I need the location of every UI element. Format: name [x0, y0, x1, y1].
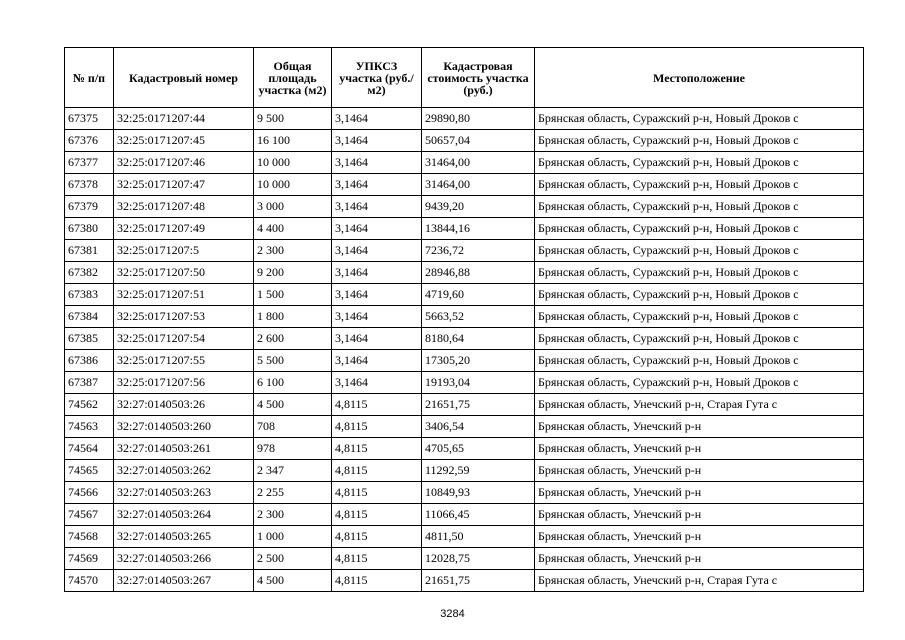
location-cell: Брянская область, Суражский р-н, Новый Дроков с — [535, 174, 864, 196]
location-cell: Брянская область, Суражский р-н, Новый Дроков с — [535, 350, 864, 372]
area-cell: 3 000 — [254, 196, 332, 218]
cadastral-value-cell: 11066,45 — [422, 504, 535, 526]
cadastral-number-cell: 32:25:0171207:45 — [114, 130, 254, 152]
area-cell: 10 000 — [254, 174, 332, 196]
table-row — [65, 482, 864, 504]
area-cell: 4 400 — [254, 218, 332, 240]
row-number-cell: 74566 — [65, 482, 114, 504]
table-row — [65, 350, 864, 372]
specific-value-cell: 3,1464 — [332, 152, 422, 174]
location-cell: Брянская область, Суражский р-н, Новый Дроков с — [535, 218, 864, 240]
cadastral-value-cell: 4705,65 — [422, 438, 535, 460]
row-number-cell: 67376 — [65, 130, 114, 152]
row-number-cell: 67377 — [65, 152, 114, 174]
location-cell: Брянская область, Унечский р-н, Старая Гута с — [535, 394, 864, 416]
cadastral-number-cell: 32:27:0140503:264 — [114, 504, 254, 526]
cadastral-value-table — [64, 47, 864, 592]
row-number-cell: 74564 — [65, 438, 114, 460]
cadastral-value-cell: 21651,75 — [422, 570, 535, 592]
row-number-cell: 67380 — [65, 218, 114, 240]
specific-value-cell: 4,8115 — [332, 482, 422, 504]
specific-value-cell: 3,1464 — [332, 240, 422, 262]
cadastral-number-cell: 32:25:0171207:55 — [114, 350, 254, 372]
cadastral-value-cell: 13844,16 — [422, 218, 535, 240]
table-row — [65, 526, 864, 548]
cadastral-number-cell: 32:25:0171207:44 — [114, 108, 254, 130]
area-cell: 2 300 — [254, 504, 332, 526]
specific-value-cell: 4,8115 — [332, 504, 422, 526]
table-row — [65, 504, 864, 526]
specific-value-cell: 3,1464 — [332, 350, 422, 372]
table-row — [65, 394, 864, 416]
cadastral-number-cell: 32:27:0140503:266 — [114, 548, 254, 570]
specific-value-cell: 3,1464 — [332, 306, 422, 328]
location-cell: Брянская область, Суражский р-н, Новый Дроков с — [535, 306, 864, 328]
specific-value-cell: 4,8115 — [332, 526, 422, 548]
area-cell: 10 000 — [254, 152, 332, 174]
row-number-cell: 67375 — [65, 108, 114, 130]
specific-value-cell: 4,8115 — [332, 570, 422, 592]
table-row — [65, 262, 864, 284]
row-number-cell: 74570 — [65, 570, 114, 592]
cadastral-value-cell: 21651,75 — [422, 394, 535, 416]
location-cell: Брянская область, Суражский р-н, Новый Дроков с — [535, 372, 864, 394]
row-number-cell: 67387 — [65, 372, 114, 394]
specific-value-cell: 3,1464 — [332, 262, 422, 284]
cadastral-value-cell: 4719,60 — [422, 284, 535, 306]
specific-value-cell: 3,1464 — [332, 284, 422, 306]
area-cell: 6 100 — [254, 372, 332, 394]
header-cadastral-value: Кадастровая стоимость участка (руб.) — [422, 48, 535, 108]
cadastral-number-cell: 32:25:0171207:50 — [114, 262, 254, 284]
cadastral-number-cell: 32:27:0140503:261 — [114, 438, 254, 460]
cadastral-value-cell: 28946,88 — [422, 262, 535, 284]
location-cell: Брянская область, Унечский р-н, Старая Гута с — [535, 570, 864, 592]
row-number-cell: 67382 — [65, 262, 114, 284]
row-number-cell: 67384 — [65, 306, 114, 328]
area-cell: 1 500 — [254, 284, 332, 306]
page-number: 3284 — [440, 608, 465, 620]
cadastral-value-cell: 31464,00 — [422, 152, 535, 174]
specific-value-cell: 4,8115 — [332, 394, 422, 416]
area-cell: 9 200 — [254, 262, 332, 284]
header-specific-value: УПКСЗ участка (руб./м2) — [332, 48, 422, 108]
area-cell: 708 — [254, 416, 332, 438]
table-row — [65, 416, 864, 438]
cadastral-number-cell: 32:25:0171207:5 — [114, 240, 254, 262]
cadastral-number-cell: 32:25:0171207:54 — [114, 328, 254, 350]
table-row — [65, 284, 864, 306]
cadastral-number-cell: 32:25:0171207:48 — [114, 196, 254, 218]
cadastral-value-cell: 9439,20 — [422, 196, 535, 218]
cadastral-number-cell: 32:27:0140503:260 — [114, 416, 254, 438]
cadastral-value-cell: 31464,00 — [422, 174, 535, 196]
specific-value-cell: 3,1464 — [332, 372, 422, 394]
cadastral-value-cell: 11292,59 — [422, 460, 535, 482]
cadastral-value-cell: 50657,04 — [422, 130, 535, 152]
cadastral-number-cell: 32:25:0171207:51 — [114, 284, 254, 306]
cadastral-value-cell: 4811,50 — [422, 526, 535, 548]
cadastral-value-cell: 7236,72 — [422, 240, 535, 262]
cadastral-number-cell: 32:25:0171207:56 — [114, 372, 254, 394]
cadastral-value-cell: 19193,04 — [422, 372, 535, 394]
cadastral-number-cell: 32:27:0140503:265 — [114, 526, 254, 548]
table-row — [65, 130, 864, 152]
row-number-cell: 67381 — [65, 240, 114, 262]
header-row-number: № п/п — [65, 48, 114, 108]
row-number-cell: 74569 — [65, 548, 114, 570]
cadastral-number-cell: 32:27:0140503:267 — [114, 570, 254, 592]
row-number-cell: 74568 — [65, 526, 114, 548]
location-cell: Брянская область, Суражский р-н, Новый Дроков с — [535, 196, 864, 218]
table-row — [65, 108, 864, 130]
header-cadastral-number: Кадастровый номер — [114, 48, 254, 108]
location-cell: Брянская область, Суражский р-н, Новый Дроков с — [535, 130, 864, 152]
table-header-row — [65, 48, 864, 108]
specific-value-cell: 3,1464 — [332, 108, 422, 130]
location-cell: Брянская область, Унечский р-н — [535, 416, 864, 438]
specific-value-cell: 3,1464 — [332, 130, 422, 152]
row-number-cell: 74563 — [65, 416, 114, 438]
specific-value-cell: 4,8115 — [332, 460, 422, 482]
cadastral-value-cell: 8180,64 — [422, 328, 535, 350]
location-cell: Брянская область, Суражский р-н, Новый Дроков с — [535, 262, 864, 284]
table-row — [65, 438, 864, 460]
location-cell: Брянская область, Суражский р-н, Новый Дроков с — [535, 284, 864, 306]
area-cell: 2 347 — [254, 460, 332, 482]
table-row — [65, 306, 864, 328]
table-row — [65, 460, 864, 482]
table-row — [65, 174, 864, 196]
location-cell: Брянская область, Суражский р-н, Новый Дроков с — [535, 328, 864, 350]
area-cell: 2 300 — [254, 240, 332, 262]
cadastral-value-cell: 3406,54 — [422, 416, 535, 438]
cadastral-number-cell: 32:25:0171207:49 — [114, 218, 254, 240]
specific-value-cell: 3,1464 — [332, 328, 422, 350]
area-cell: 2 500 — [254, 548, 332, 570]
cadastral-number-cell: 32:27:0140503:262 — [114, 460, 254, 482]
row-number-cell: 67383 — [65, 284, 114, 306]
area-cell: 5 500 — [254, 350, 332, 372]
row-number-cell: 67378 — [65, 174, 114, 196]
table-body — [65, 108, 864, 592]
location-cell: Брянская область, Суражский р-н, Новый Дроков с — [535, 152, 864, 174]
cadastral-value-cell: 5663,52 — [422, 306, 535, 328]
specific-value-cell: 4,8115 — [332, 416, 422, 438]
location-cell: Брянская область, Унечский р-н — [535, 482, 864, 504]
header-total-area: Общая площадь участка (м2) — [254, 48, 332, 108]
cadastral-value-cell: 17305,20 — [422, 350, 535, 372]
cadastral-number-cell: 32:25:0171207:53 — [114, 306, 254, 328]
area-cell: 1 800 — [254, 306, 332, 328]
row-number-cell: 67386 — [65, 350, 114, 372]
location-cell: Брянская область, Суражский р-н, Новый Дроков с — [535, 240, 864, 262]
location-cell: Брянская область, Унечский р-н — [535, 548, 864, 570]
table-row — [65, 328, 864, 350]
location-cell: Брянская область, Суражский р-н, Новый Дроков с — [535, 108, 864, 130]
cadastral-value-cell: 10849,93 — [422, 482, 535, 504]
specific-value-cell: 3,1464 — [332, 218, 422, 240]
cadastral-value-cell: 29890,80 — [422, 108, 535, 130]
table-row — [65, 372, 864, 394]
area-cell: 2 255 — [254, 482, 332, 504]
table-row — [65, 570, 864, 592]
location-cell: Брянская область, Унечский р-н — [535, 504, 864, 526]
table-row — [65, 548, 864, 570]
specific-value-cell: 4,8115 — [332, 548, 422, 570]
header-location: Местоположение — [535, 48, 864, 108]
cadastral-value-cell: 12028,75 — [422, 548, 535, 570]
specific-value-cell: 3,1464 — [332, 174, 422, 196]
area-cell: 16 100 — [254, 130, 332, 152]
area-cell: 1 000 — [254, 526, 332, 548]
specific-value-cell: 4,8115 — [332, 438, 422, 460]
row-number-cell: 67379 — [65, 196, 114, 218]
cadastral-number-cell: 32:25:0171207:47 — [114, 174, 254, 196]
location-cell: Брянская область, Унечский р-н — [535, 438, 864, 460]
cadastral-number-cell: 32:25:0171207:46 — [114, 152, 254, 174]
table-row — [65, 196, 864, 218]
area-cell: 2 600 — [254, 328, 332, 350]
row-number-cell: 74567 — [65, 504, 114, 526]
table-row — [65, 240, 864, 262]
area-cell: 9 500 — [254, 108, 332, 130]
table-row — [65, 152, 864, 174]
row-number-cell: 74562 — [65, 394, 114, 416]
area-cell: 4 500 — [254, 394, 332, 416]
specific-value-cell: 3,1464 — [332, 196, 422, 218]
location-cell: Брянская область, Унечский р-н — [535, 460, 864, 482]
area-cell: 978 — [254, 438, 332, 460]
cadastral-number-cell: 32:27:0140503:26 — [114, 394, 254, 416]
row-number-cell: 74565 — [65, 460, 114, 482]
table-row — [65, 218, 864, 240]
location-cell: Брянская область, Унечский р-н — [535, 526, 864, 548]
area-cell: 4 500 — [254, 570, 332, 592]
row-number-cell: 67385 — [65, 328, 114, 350]
cadastral-number-cell: 32:27:0140503:263 — [114, 482, 254, 504]
